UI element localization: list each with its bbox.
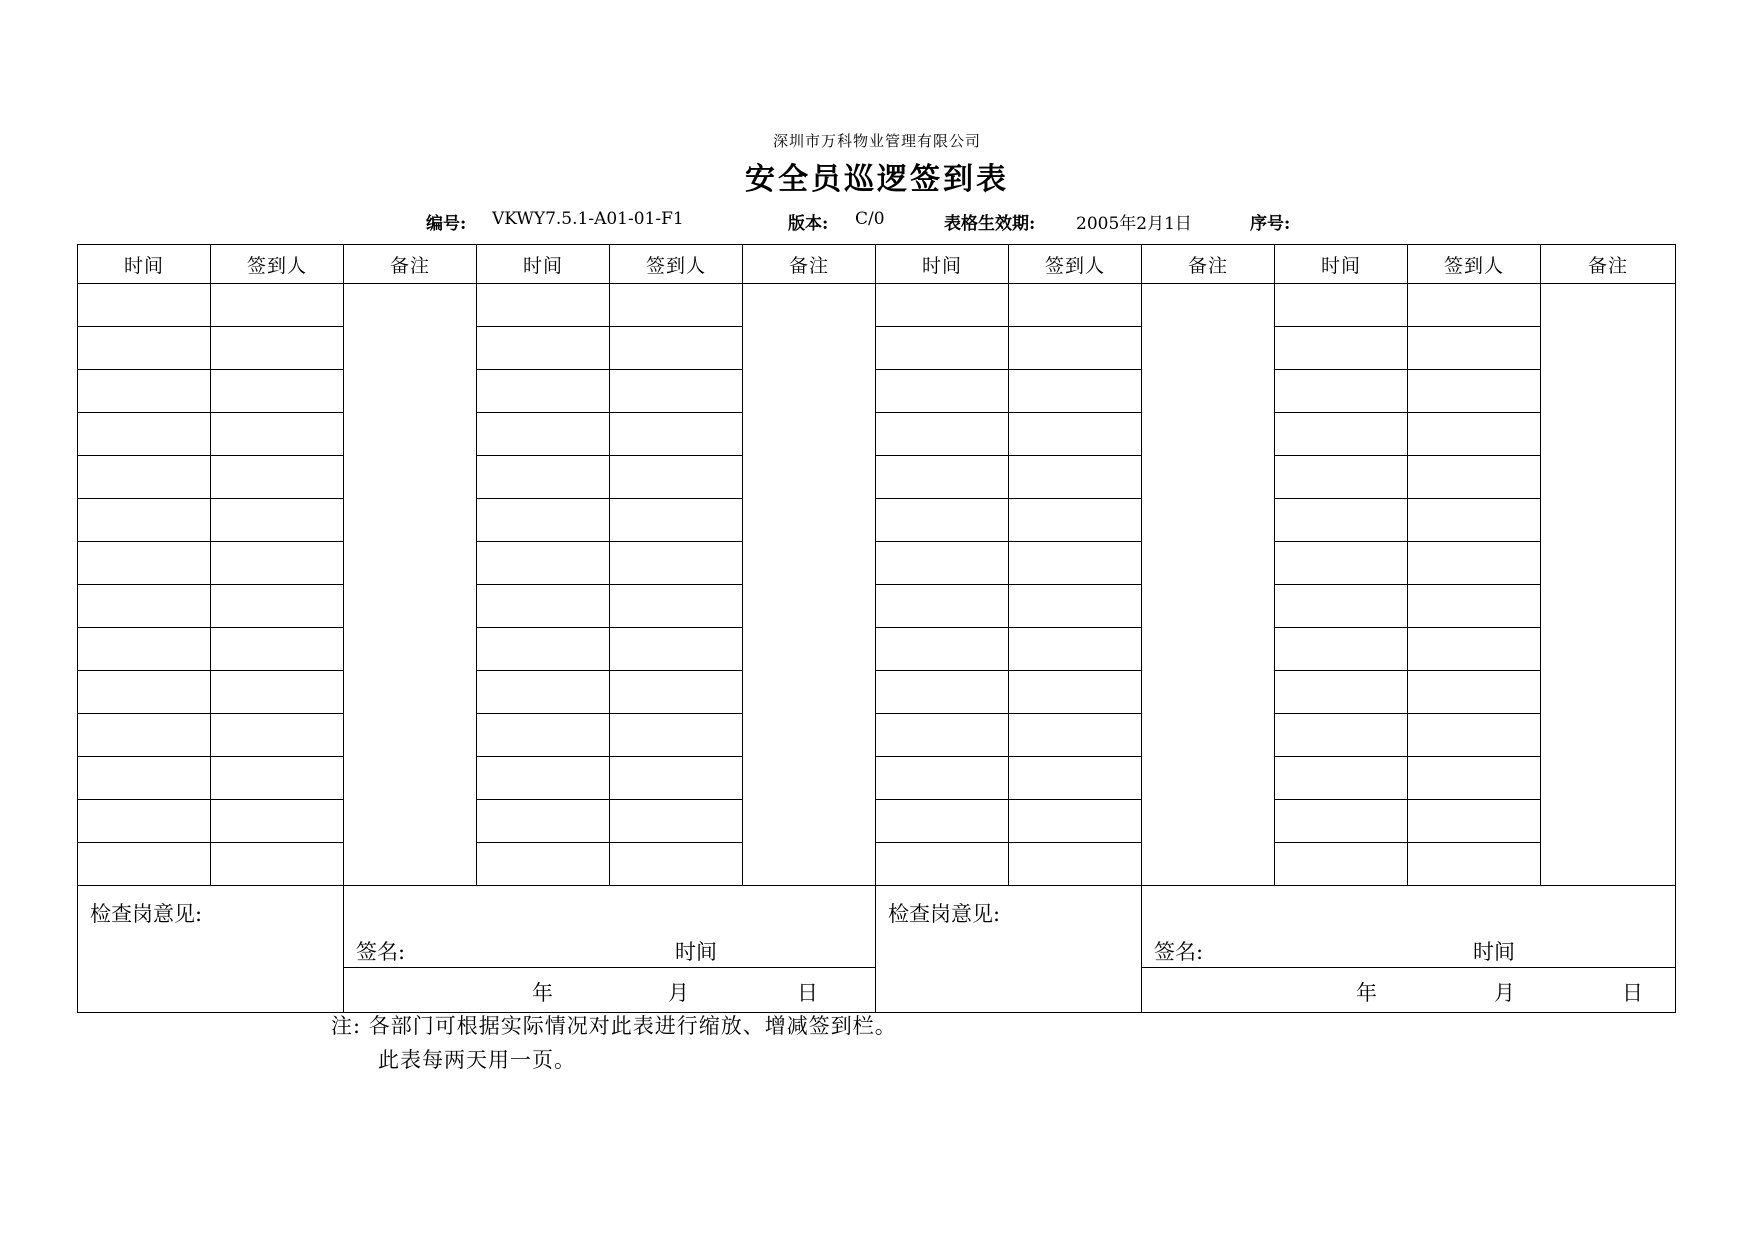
day-label-left: 日 [797,981,818,1006]
time-cell[interactable] [477,284,610,327]
column-header-signer: 签到人 [1009,245,1142,284]
signer-cell[interactable] [211,714,344,757]
time-cell[interactable] [78,800,211,843]
time-cell[interactable] [477,370,610,413]
table-row [78,499,1676,542]
signer-cell[interactable] [211,800,344,843]
effective-date-value: 2005年2月1日 [1076,214,1192,234]
signer-cell[interactable] [1009,456,1142,499]
time-cell[interactable] [876,499,1009,542]
time-cell[interactable] [1275,757,1408,800]
column-header-remarks: 备注 [1541,245,1676,284]
time-cell[interactable] [477,413,610,456]
time-cell[interactable] [1275,370,1408,413]
time-cell[interactable] [876,542,1009,585]
column-header-signer: 签到人 [1408,245,1541,284]
signer-cell[interactable] [610,542,743,585]
signer-cell[interactable] [1408,671,1541,714]
time-cell[interactable] [78,327,211,370]
signer-cell[interactable] [1009,585,1142,628]
time-cell[interactable] [876,671,1009,714]
signer-cell[interactable] [1408,327,1541,370]
time-cell[interactable] [477,800,610,843]
signer-cell[interactable] [211,370,344,413]
time-cell[interactable] [1275,714,1408,757]
signer-cell[interactable] [1009,499,1142,542]
signer-cell[interactable] [1408,585,1541,628]
time-cell[interactable] [876,843,1009,886]
signer-cell[interactable] [1009,671,1142,714]
time-cell[interactable] [78,628,211,671]
time-cell[interactable] [876,327,1009,370]
time-cell[interactable] [78,542,211,585]
signer-cell[interactable] [211,284,344,327]
time-label-right: 时间 [1473,940,1515,964]
signer-cell[interactable] [211,628,344,671]
column-header-signer: 签到人 [211,245,344,284]
effective-date-label: 表格生效期: [944,214,1036,234]
signer-cell[interactable] [1408,843,1541,886]
form-meta [0,209,1754,233]
version-value: C/0 [855,209,885,229]
table-row [78,671,1676,714]
signature-label-right: 签名: [1154,940,1204,964]
signer-cell[interactable] [1408,370,1541,413]
column-header-remarks: 备注 [1142,245,1275,284]
time-cell[interactable] [1275,542,1408,585]
day-label-right: 日 [1622,981,1643,1006]
time-cell[interactable] [876,284,1009,327]
time-cell[interactable] [1275,671,1408,714]
time-cell[interactable] [477,714,610,757]
signer-cell[interactable] [1009,714,1142,757]
time-cell[interactable] [1275,327,1408,370]
time-cell[interactable] [876,800,1009,843]
signature-area-right[interactable] [1142,886,1676,968]
form-title: 安全员巡逻签到表 [745,162,1009,197]
date-area-left[interactable] [344,968,876,1013]
code-label: 编号: [426,214,467,234]
signer-cell[interactable] [610,456,743,499]
column-header-time: 时间 [477,245,610,284]
time-cell[interactable] [876,413,1009,456]
signer-cell[interactable] [1408,628,1541,671]
signer-cell[interactable] [610,671,743,714]
signer-cell[interactable] [1009,327,1142,370]
time-cell[interactable] [78,370,211,413]
signer-cell[interactable] [211,499,344,542]
time-cell[interactable] [1275,456,1408,499]
table-row [78,370,1676,413]
signer-cell[interactable] [211,456,344,499]
signer-cell[interactable] [610,284,743,327]
signer-cell[interactable] [1408,800,1541,843]
company-name: 深圳市万科物业管理有限公司 [772,132,981,150]
table-row [78,714,1676,757]
signer-cell[interactable] [1408,757,1541,800]
time-cell[interactable] [78,714,211,757]
inspection-opinion-label-left: 检查岗意见: [78,886,344,1013]
signer-cell[interactable] [211,757,344,800]
time-cell[interactable] [876,757,1009,800]
remarks-cell[interactable] [1541,284,1676,886]
signer-cell[interactable] [1009,542,1142,585]
column-header-time: 时间 [1275,245,1408,284]
signer-cell[interactable] [610,499,743,542]
signer-cell[interactable] [610,413,743,456]
signer-cell[interactable] [1408,714,1541,757]
table-row [78,843,1676,886]
time-cell[interactable] [477,843,610,886]
month-label-left: 月 [668,981,689,1006]
time-cell[interactable] [477,671,610,714]
time-cell[interactable] [78,456,211,499]
time-cell[interactable] [477,757,610,800]
footnote-line-1: 注: 各部门可根据实际情况对此表进行缩放、增减签到栏。 [331,1014,897,1038]
column-header-remarks: 备注 [743,245,876,284]
signer-cell[interactable] [1009,843,1142,886]
time-cell[interactable] [477,585,610,628]
signer-cell[interactable] [1408,284,1541,327]
signer-cell[interactable] [1408,456,1541,499]
time-cell[interactable] [78,585,211,628]
signer-cell[interactable] [211,585,344,628]
time-cell[interactable] [1275,413,1408,456]
signer-cell[interactable] [1408,413,1541,456]
time-cell[interactable] [78,499,211,542]
signer-cell[interactable] [610,843,743,886]
signer-cell[interactable] [610,370,743,413]
patrol-signin-table [77,244,1676,1013]
table-row [78,284,1676,327]
time-label-left: 时间 [675,940,717,964]
table-row [78,542,1676,585]
time-cell[interactable] [477,628,610,671]
time-cell[interactable] [477,542,610,585]
time-cell[interactable] [78,413,211,456]
table-row [78,800,1676,843]
time-cell[interactable] [477,456,610,499]
year-label-left: 年 [532,981,553,1006]
signer-cell[interactable] [610,327,743,370]
signer-cell[interactable] [1009,800,1142,843]
column-header-time: 时间 [876,245,1009,284]
remarks-cell[interactable] [1142,284,1275,886]
time-cell[interactable] [876,370,1009,413]
time-cell[interactable] [477,499,610,542]
column-header-time: 时间 [78,245,211,284]
table-header-row [78,245,1676,284]
column-header-remarks: 备注 [344,245,477,284]
signature-label-left: 签名: [356,940,406,964]
signer-cell[interactable] [1009,370,1142,413]
signer-cell[interactable] [211,327,344,370]
time-cell[interactable] [876,456,1009,499]
time-cell[interactable] [876,714,1009,757]
time-cell[interactable] [78,843,211,886]
table-row [78,757,1676,800]
signer-cell[interactable] [1009,757,1142,800]
signer-cell[interactable] [211,413,344,456]
signer-cell[interactable] [610,628,743,671]
time-cell[interactable] [876,628,1009,671]
signer-cell[interactable] [610,585,743,628]
time-cell[interactable] [1275,800,1408,843]
column-header-signer: 签到人 [610,245,743,284]
signer-cell[interactable] [1408,542,1541,585]
time-cell[interactable] [1275,499,1408,542]
serial-label: 序号: [1250,214,1291,234]
footnote-line-2: 此表每两天用一页。 [378,1048,576,1072]
signer-cell[interactable] [1009,628,1142,671]
opinion-row-1 [78,886,1676,968]
time-cell[interactable] [1275,628,1408,671]
table-row [78,327,1676,370]
time-cell[interactable] [477,327,610,370]
signature-area-left[interactable] [344,886,876,968]
table-row [78,628,1676,671]
table-row [78,413,1676,456]
signer-cell[interactable] [211,671,344,714]
signer-cell[interactable] [610,757,743,800]
signer-cell[interactable] [610,714,743,757]
signer-cell[interactable] [1408,499,1541,542]
table-row [78,585,1676,628]
version-label: 版本: [788,214,829,234]
time-cell[interactable] [1275,843,1408,886]
table-row [78,456,1676,499]
date-area-right[interactable] [1142,968,1676,1013]
remarks-cell[interactable] [743,284,876,886]
month-label-right: 月 [1494,981,1515,1006]
inspection-opinion-label-right: 检查岗意见: [876,886,1142,1013]
time-cell[interactable] [1275,284,1408,327]
year-label-right: 年 [1356,981,1377,1006]
time-cell[interactable] [1275,585,1408,628]
signer-cell[interactable] [610,800,743,843]
signer-cell[interactable] [211,843,344,886]
time-cell[interactable] [78,671,211,714]
time-cell[interactable] [78,757,211,800]
remarks-cell[interactable] [344,284,477,886]
signer-cell[interactable] [1009,284,1142,327]
time-cell[interactable] [876,585,1009,628]
signer-cell[interactable] [1009,413,1142,456]
signer-cell[interactable] [211,542,344,585]
time-cell[interactable] [78,284,211,327]
code-value: VKWY7.5.1-A01-01-F1 [492,209,684,229]
